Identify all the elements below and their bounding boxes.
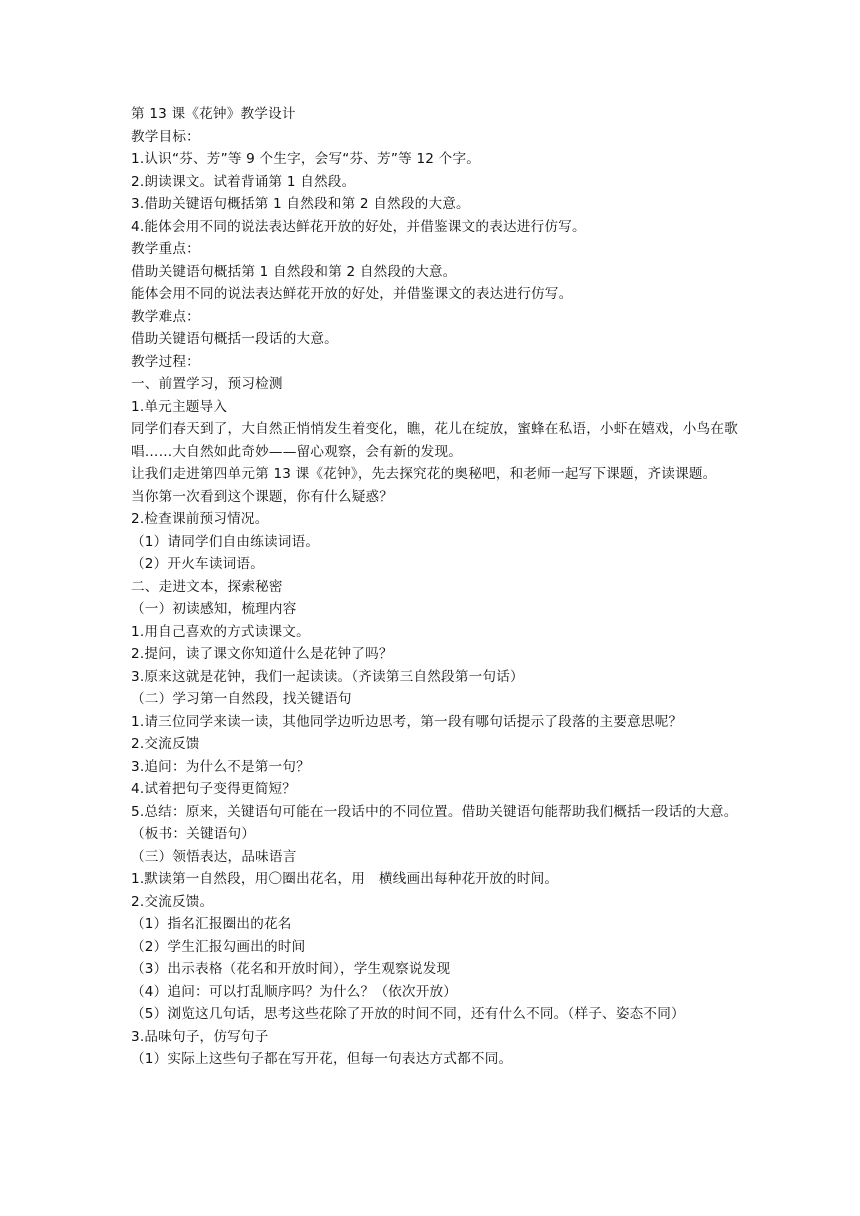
text-line: （3）出示表格（花名和开放时间），学生观察说发现 xyxy=(131,961,451,977)
text-line: 3.追问：为什么不是第一句？ xyxy=(131,758,310,775)
text-line: 2.检查课前预习情况。 xyxy=(131,511,269,527)
text-line: （5）浏览这几句话，思考这些花除了开放的时间不同，还有什么不同。（样子、姿态不同） xyxy=(131,1006,685,1022)
text-line: 1.用自己喜欢的方式读课文。 xyxy=(131,623,310,640)
text-line: 2.朗读课文。试着背诵第 1 自然段。 xyxy=(131,173,356,190)
text-line: 3.原来这就是花钟，我们一起读读。（齐读第三自然段第一句话） xyxy=(131,668,524,685)
section-heading: 教学难点： xyxy=(131,308,200,325)
paragraph: 让我们走进第四单元第 13 课《花钟》，先去探究花的奥秘吧，和老师一起写下课题，齐读课题。 xyxy=(131,466,717,482)
text-line: 1.默读第一自然段，用〇圈出花名，用 横线画出每种花开放的时间。 xyxy=(131,871,559,887)
text-line: 2.交流反馈 xyxy=(131,736,200,752)
text-line: （1）指名汇报圈出的花名 xyxy=(131,916,292,932)
text-line: 1.单元主题导入 xyxy=(131,398,228,415)
text-line: （1）实际上这些句子都在写开花，但每一句表达方式都不同。 xyxy=(131,1051,513,1067)
text-line: 2.提问，读了课文你知道什么是花钟了吗？ xyxy=(131,646,393,662)
text-line: （2）开火车读词语。 xyxy=(131,556,264,572)
text-line: （二）学习第一自然段，找关键语句 xyxy=(131,691,352,707)
text-line: （一）初读感知，梳理内容 xyxy=(131,601,297,617)
text-line: 3.品味句子，仿写句子 xyxy=(131,1028,269,1045)
paragraph: 同学们春天到了，大自然正悄悄发生着变化，瞧，花儿在绽放，蜜蜂在私语，小虾在嬉戏，小鸟在歌唱……大自然如此奇妙——留心观察，会有新的发现。 xyxy=(131,421,738,460)
text-line: （4）追问：可以打乱顺序吗？为什么？（依次开放） xyxy=(131,983,458,1000)
text-line: 3.借助关键语句概括第 1 自然段和第 2 自然段的大意。 xyxy=(131,196,470,212)
section-heading: 教学重点： xyxy=(131,241,200,257)
text-line: 一、前置学习，预习检测 xyxy=(131,376,283,392)
section-heading: 教学过程： xyxy=(131,353,200,370)
text-line: 能体会用不同的说法表达鲜花开放的好处，并借鉴课文的表达进行仿写。 xyxy=(131,286,573,302)
doc-title: 第 13 课《花钟》教学设计 xyxy=(131,106,296,122)
text-line: 二、走进文本，探索秘密 xyxy=(131,578,283,595)
section-heading: 教学目标： xyxy=(131,128,200,145)
text-line: （2）学生汇报勾画出的时间 xyxy=(131,938,306,955)
text-line: 借助关键语句概括一段话的大意。 xyxy=(131,331,338,347)
text-line: 4.能体会用不同的说法表达鲜花开放的好处，并借鉴课文的表达进行仿写。 xyxy=(131,218,586,235)
text-line: 1.请三位同学来读一读，其他同学边听边思考，第一段有哪句话提示了段落的主要意思呢？ xyxy=(131,713,683,730)
document-body xyxy=(131,103,743,1071)
text-line: 当你第一次看到这个课题，你有什么疑惑？ xyxy=(131,488,394,505)
text-line: 1.认识“芬、芳”等 9 个生字，会写“芬、芳”等 12 个字。 xyxy=(131,151,481,167)
text-line: 2.交流反馈。 xyxy=(131,893,214,910)
paragraph: 5.总结：原来，关键语句可能在一段话中的不同位置。借助关键语句能帮助我们概括一段话的大意。（板书：关键语句） xyxy=(131,803,738,842)
text-line: 4.试着把句子变得更简短？ xyxy=(131,781,297,797)
text-line: （三）领悟表达，品味语言 xyxy=(131,848,297,865)
text-line: 借助关键语句概括第 1 自然段和第 2 自然段的大意。 xyxy=(131,263,457,280)
text-line: （1）请同学们自由练读词语。 xyxy=(131,533,320,550)
